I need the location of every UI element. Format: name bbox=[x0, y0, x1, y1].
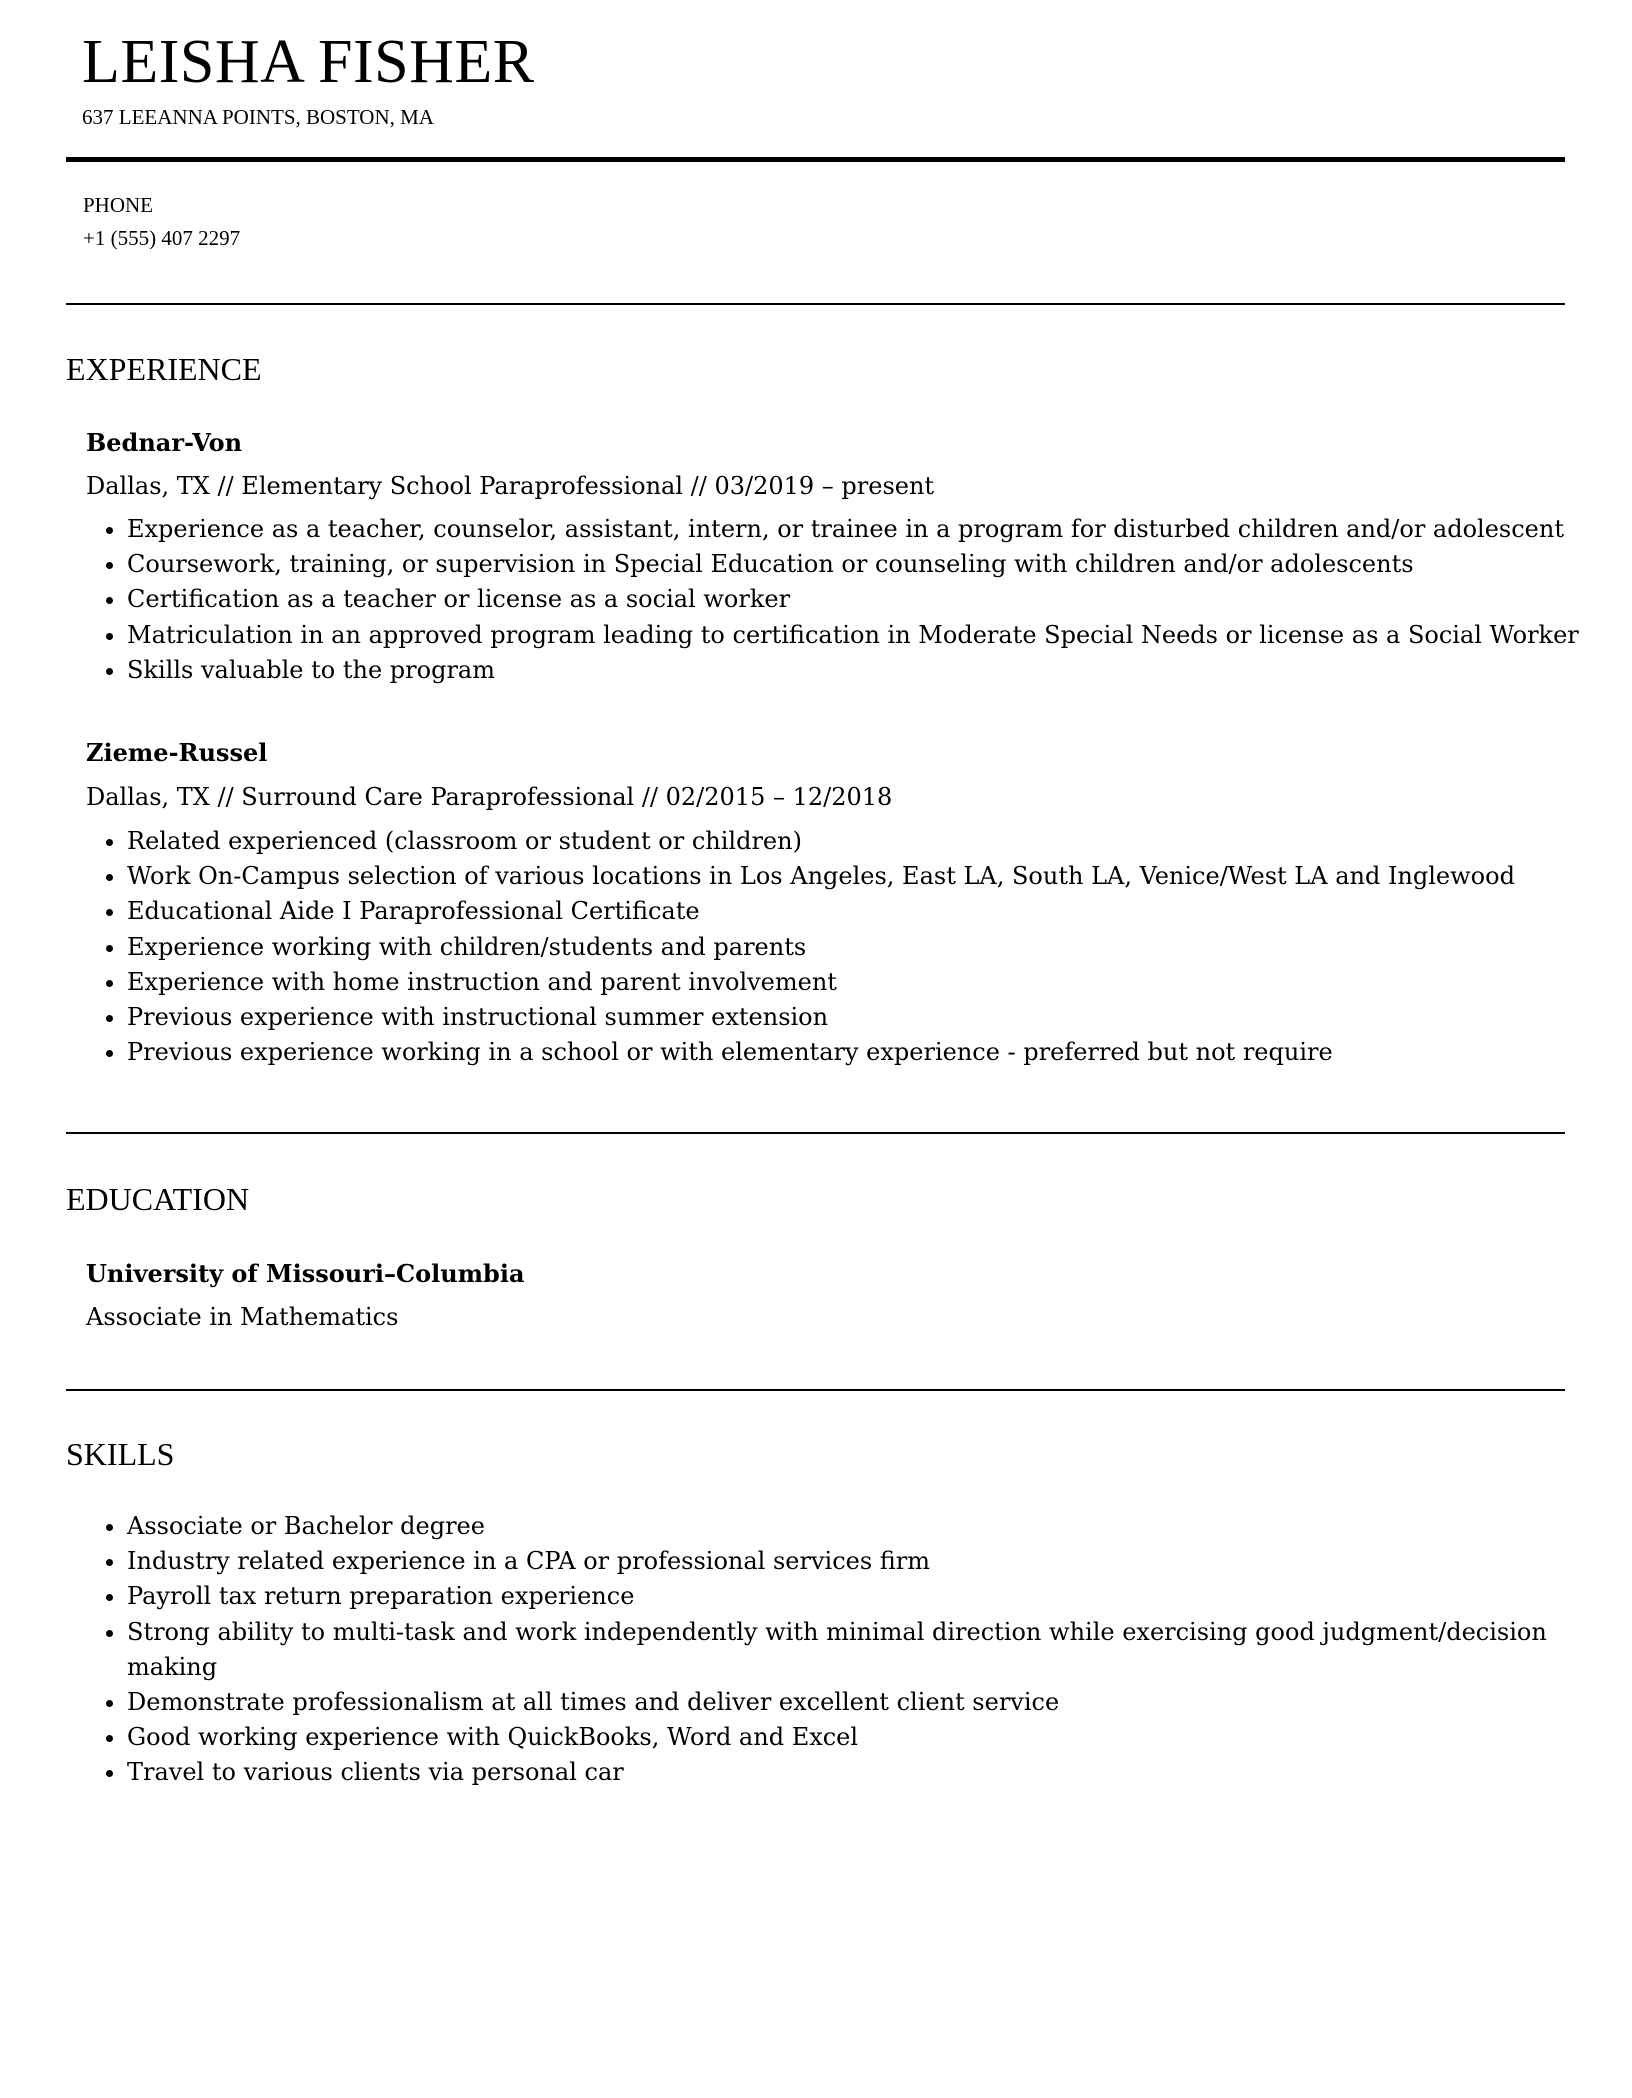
list-item: • Experience as a teacher, counselor, assistant, intern, or trainee in a program for disturbed children and/or adolescent bbox=[127, 512, 1597, 547]
address: 637 LEEANNA POINTS, BOSTON, MA bbox=[82, 105, 434, 129]
list-item: • Industry related experience in a CPA or professional services firm bbox=[127, 1544, 1597, 1579]
list-item: • Good working experience with QuickBooks, Word and Excel bbox=[127, 1720, 1597, 1755]
list-item: • Demonstrate professionalism at all times and deliver excellent client service bbox=[127, 1685, 1597, 1720]
divider bbox=[66, 1389, 1565, 1391]
list-item: • Work On-Campus selection of various locations in Los Angeles, East LA, South LA, Venice/West LA and Inglewood bbox=[127, 859, 1597, 894]
degree: Associate in Mathematics bbox=[86, 1303, 399, 1331]
section-title-education: EDUCATION bbox=[66, 1181, 250, 1217]
section-title-experience: EXPERIENCE bbox=[66, 351, 262, 387]
header-divider bbox=[66, 157, 1565, 162]
list-item: • Educational Aide I Paraprofessional Certificate bbox=[127, 894, 1597, 929]
candidate-name: LEISHA FISHER bbox=[82, 28, 535, 96]
job-meta: Dallas, TX // Surround Care Paraprofessional // 02/2015 – 12/2018 bbox=[86, 783, 893, 811]
list-item: • Payroll tax return preparation experience bbox=[127, 1579, 1597, 1614]
list-item: • Certification as a teacher or license as a social worker bbox=[127, 582, 1597, 617]
job-company: Bednar-Von bbox=[86, 428, 243, 457]
divider bbox=[66, 303, 1565, 305]
list-item: • Matriculation in an approved program leading to certification in Moderate Special Needs or license as a Social Worker bbox=[127, 618, 1597, 653]
job-meta: Dallas, TX // Elementary School Paraprofessional // 03/2019 – present bbox=[86, 472, 935, 500]
school-name: University of Missouri–Columbia bbox=[86, 1259, 525, 1288]
divider bbox=[66, 1132, 1565, 1134]
skills-list bbox=[86, 1509, 1597, 1791]
list-item: • Previous experience with instructional summer extension bbox=[127, 1000, 1597, 1035]
list-item: • Skills valuable to the program bbox=[127, 653, 1597, 688]
list-item: • Coursework, training, or supervision in Special Education or counseling with children and/or adolescents bbox=[127, 547, 1597, 582]
list-item: • Previous experience working in a school or with elementary experience - preferred but not require bbox=[127, 1035, 1597, 1070]
list-item: • Experience working with children/students and parents bbox=[127, 930, 1597, 965]
list-item: • Related experienced (classroom or student or children) bbox=[127, 824, 1597, 859]
phone-label: PHONE bbox=[83, 193, 154, 217]
job-company: Zieme-Russel bbox=[86, 738, 268, 767]
job-bullets bbox=[86, 824, 1597, 1070]
section-title-skills: SKILLS bbox=[66, 1436, 175, 1472]
job-bullets bbox=[86, 512, 1597, 688]
list-item: • Experience with home instruction and parent involvement bbox=[127, 965, 1597, 1000]
phone-number: +1 (555) 407 2297 bbox=[83, 226, 241, 250]
list-item: • Associate or Bachelor degree bbox=[127, 1509, 1597, 1544]
list-item: • Travel to various clients via personal car bbox=[127, 1755, 1597, 1790]
list-item: • Strong ability to multi-task and work independently with minimal direction while exercising good judgment/decision making bbox=[127, 1615, 1597, 1685]
